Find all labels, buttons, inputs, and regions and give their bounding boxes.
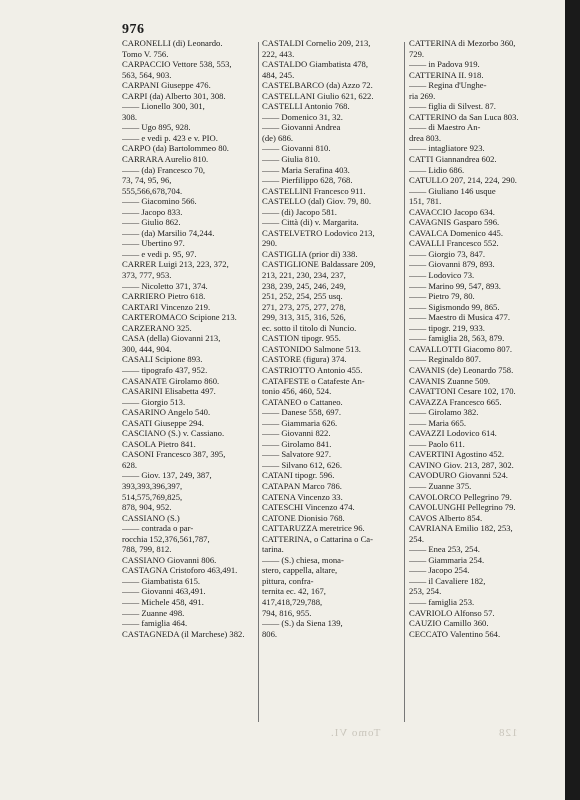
index-entry-line: —— (da) Francesco 70,	[122, 164, 206, 175]
index-entry-line: —— Salvatore 927.	[262, 449, 331, 460]
index-entry-line: CAVERTINI Agostino 452.	[409, 449, 505, 460]
index-entry-line: 251, 252, 254, 255 usq.	[262, 291, 343, 302]
index-entry-line: CATAPAN Marco 786.	[262, 480, 342, 491]
index-entry-line: —— famiglia 464.	[122, 618, 188, 629]
index-entry-line: CATTERINO da San Luca 803.	[409, 111, 519, 122]
index-entry-line: CATANI tipogr. 596.	[262, 470, 335, 481]
index-entry-line: —— Sigismondo 99, 865.	[409, 301, 500, 312]
index-entry-line: 563, 564, 903.	[122, 69, 172, 80]
index-entry-line: —— intagliatore 923.	[409, 143, 485, 154]
index-entry-line: 806.	[262, 628, 278, 639]
index-entry-line: 878, 904, 952.	[122, 502, 172, 513]
index-entry-line: —— Lodovico 73.	[409, 270, 475, 281]
index-entry-line: —— contrada o par-	[122, 523, 194, 534]
index-entry-line: CASSIANO Giovanni 806.	[122, 554, 217, 565]
index-entry-line: CAVANIS (de) Leonardo 758.	[409, 364, 514, 375]
index-entry-line: —— Giulia 810.	[262, 154, 321, 165]
index-column-3	[409, 38, 551, 639]
index-entry-line: —— Pierfilippo 628, 768.	[262, 175, 353, 186]
index-entry-line: —— figlia di Silvest. 87.	[409, 101, 496, 112]
index-column-1	[122, 38, 254, 639]
index-entry-line: 484, 245.	[262, 69, 295, 80]
index-entry-line: CATANEO o Cattaneo.	[262, 396, 343, 407]
index-entry-line: CASTONIDO Salmone 513.	[262, 343, 361, 354]
index-entry-line: CARRARA Aurelio 810.	[122, 154, 209, 165]
index-entry-line: CASATI Giuseppe 294.	[122, 417, 204, 428]
index-entry-line: CAVRIANA Emilio 182, 253,	[409, 523, 513, 534]
index-entry-line: 788, 799, 812.	[122, 544, 172, 555]
index-entry-line: —— Città (di) v. Margarita.	[262, 217, 359, 228]
index-entry-line: Tomo V. 756.	[122, 48, 169, 59]
index-entry-line: CARTARI Vincenzo 219.	[122, 301, 211, 312]
index-entry-line: —— Maestro di Musica 477.	[409, 312, 510, 323]
index-entry-line: CASTELLO (dal) Giov. 79, 80.	[262, 196, 371, 207]
index-entry-line: CATTERINA II. 918.	[409, 69, 484, 80]
index-entry-line: CARRER Luigi 213, 223, 372,	[122, 259, 229, 270]
index-entry-line: —— Giovanni 879, 893.	[409, 259, 495, 270]
index-entry-line: tarina.	[262, 544, 284, 555]
index-entry-line: CARONELLI (di) Leonardo.	[122, 38, 223, 48]
index-entry-line: —— Zuanne 498.	[122, 607, 185, 618]
index-entry-line: —— Giovanni Andrea	[262, 122, 341, 133]
index-entry-line: 514,575,769,825,	[122, 491, 183, 502]
index-entry-line: 151, 781.	[409, 196, 442, 207]
index-entry-line: ternita ec. 42, 167,	[262, 586, 326, 597]
index-entry-line: —— di Maestro An-	[409, 122, 481, 133]
index-entry-line: CATESCHI Vincenzo 474.	[262, 502, 355, 513]
index-entry-line: CAVANIS Zuanne 509.	[409, 375, 491, 386]
index-entry-line: 628.	[122, 459, 138, 470]
index-entry-line: —— Regina d'Unghe-	[409, 80, 487, 91]
index-entry-line: —— Enea 253, 254.	[409, 544, 480, 555]
index-entry-line: CASTIGLIONE Baldassare 209,	[262, 259, 376, 270]
index-entry-line: CASTRIOTTO Antonio 455.	[262, 364, 363, 375]
index-entry-line: CASTION tipogr. 955.	[262, 333, 341, 344]
page-number: 976	[122, 22, 145, 37]
index-entry-line: —— e vedi p. 423 e v. PIO.	[122, 132, 218, 143]
index-entry-line: —— tipogr. 219, 933.	[409, 322, 485, 333]
index-entry-line: CARTEROMACO Scipione 213.	[122, 312, 237, 323]
index-entry-line: CASTALDI Cornelio 209, 213,	[262, 38, 371, 48]
index-entry-line: (de) 686.	[262, 132, 294, 143]
index-entry-line: CATTI Giannandrea 602.	[409, 154, 497, 165]
index-entry-line: CAVOLORCO Pellegrino 79.	[409, 491, 512, 502]
index-entry-line: 417,418,729,788,	[262, 596, 323, 607]
index-entry-line: CARPO (da) Bartolommeo 80.	[122, 143, 229, 154]
index-entry-line: 729.	[409, 48, 425, 59]
bleed-through-text: Tomo VI.	[330, 727, 381, 739]
index-entry-line: —— Reginaldo 807.	[409, 354, 481, 365]
index-entry-line: CAVINO Giov. 213, 287, 302.	[409, 459, 514, 470]
index-entry-line: —— Lidio 686.	[409, 164, 465, 175]
index-entry-line: 299, 313, 315, 316, 526,	[262, 312, 346, 323]
index-entry-line: —— Giammaria 626.	[262, 417, 338, 428]
index-entry-line: —— (S.) da Siena 139,	[262, 618, 343, 629]
index-entry-line: stero, cappella, altare,	[262, 565, 338, 576]
index-entry-line: 222, 443.	[262, 48, 295, 59]
index-entry-line: —— Maria 665.	[409, 417, 467, 428]
index-entry-line: —— Girolamo 841.	[262, 438, 332, 449]
index-entry-line: —— Giorgio 73, 847.	[409, 248, 485, 259]
index-entry-line: CASTORE (figura) 374.	[262, 354, 347, 365]
index-entry-line: CASARINO Angelo 540.	[122, 407, 211, 418]
index-entry-line: 308.	[122, 111, 138, 122]
index-entry-line: —— Jacopo 254.	[409, 565, 470, 576]
index-entry-line: 373, 777, 953.	[122, 270, 172, 281]
index-entry-line: 253, 254.	[409, 586, 442, 597]
index-entry-line: —— Danese 558, 697.	[262, 407, 342, 418]
index-entry-line: drea 803.	[409, 132, 441, 143]
index-entry-line: CAVOS Alberto 854.	[409, 512, 483, 523]
index-entry-line: 254.	[409, 533, 425, 544]
index-entry-line: CAVAGNIS Gasparo 596.	[409, 217, 500, 228]
bleed-through-text: 128	[498, 727, 518, 739]
index-entry-line: CAVALCA Domenico 445.	[409, 227, 503, 238]
index-entry-line: CARPACCIO Vettore 538, 553,	[122, 59, 232, 70]
index-entry-line: CASTIGLIA (prior di) 338.	[262, 248, 358, 259]
index-entry-line: CASTALDO Giambatista 478,	[262, 59, 369, 70]
index-entry-line: CAVATTONI Cesare 102, 170.	[409, 386, 516, 397]
index-entry-line: —— (S.) chiesa, mona-	[262, 554, 344, 565]
index-entry-line: —— e vedi p. 95, 97.	[122, 248, 197, 259]
index-entry-line: —— Lionello 300, 301,	[122, 101, 205, 112]
index-entry-line: CAVODURO Giovanni 524.	[409, 470, 508, 481]
index-entry-line: CAVALLOTTI Giacomo 807.	[409, 343, 513, 354]
index-entry-line: CASTELVETRO Lodovico 213,	[262, 227, 375, 238]
index-entry-line: CASANATE Girolamo 860.	[122, 375, 220, 386]
index-entry-line: CATONE Dionisio 768.	[262, 512, 345, 523]
index-entry-line: —— famiglia 253.	[409, 596, 475, 607]
index-column-2	[262, 38, 400, 639]
index-entry-line: CASTELBARCO (da) Azzo 72.	[262, 80, 373, 91]
index-entry-line: —— Ugo 895, 928.	[122, 122, 191, 133]
index-entry-line: —— Marino 99, 547, 893.	[409, 280, 501, 291]
index-entry-line: pittura, confra-	[262, 575, 314, 586]
index-entry-line: —— (di) Jacopo 581.	[262, 206, 337, 217]
index-entry-line: —— Maria Serafina 403.	[262, 164, 350, 175]
index-entry-line: CASCIANO (S.) v. Cassiano.	[122, 428, 225, 439]
index-entry-line: CATENA Vincenzo 33.	[262, 491, 343, 502]
index-entry-line: tonio 456, 460, 524.	[262, 386, 332, 397]
index-entry-line: CASTAGNA Cristoforo 463,491.	[122, 565, 238, 576]
index-entry-line: CASTELLI Antonio 768.	[262, 101, 350, 112]
index-entry-line: —— Giovanni 810.	[262, 143, 331, 154]
index-entry-line: —— Giovanni 822.	[262, 428, 331, 439]
index-entry-line: 238, 239, 245, 246, 249,	[262, 280, 346, 291]
column-divider	[404, 42, 405, 722]
index-entry-line: —— (da) Marsilio 74,244.	[122, 227, 215, 238]
index-entry-line: CATTERINA di Mezorbo 360,	[409, 38, 516, 48]
index-entry-line: —— Domenico 31, 32.	[262, 111, 343, 122]
index-entry-line: CASALI Scipione 893.	[122, 354, 203, 365]
index-entry-line: 555,566,678,704.	[122, 185, 183, 196]
index-entry-line: —— Michele 458, 491.	[122, 596, 204, 607]
index-entry-line: CATTERINA, o Cattarina o Ca-	[262, 533, 373, 544]
index-entry-line: CASTELLINI Francesco 911.	[262, 185, 366, 196]
index-entry-line: 300, 444, 904.	[122, 343, 172, 354]
index-entry-line: —— Paolo 611.	[409, 438, 465, 449]
index-entry-line: CAUZIO Camillo 360.	[409, 618, 489, 629]
column-divider	[258, 42, 259, 722]
index-entry-line: —— Girolamo 382.	[409, 407, 479, 418]
index-entry-line: CARRIERO Pietro 618.	[122, 291, 206, 302]
index-entry-line: rocchia 152,376,561,787,	[122, 533, 210, 544]
index-entry-line: CAVRIOLO Alfonso 57.	[409, 607, 495, 618]
index-entry-line: 271, 273, 275, 277, 278,	[262, 301, 346, 312]
index-entry-line: CASSIANO (S.)	[122, 512, 180, 523]
index-entry-line: CASARINI Elisabetta 497.	[122, 386, 216, 397]
index-entry-line: CASTAGNEDA (il Marchese) 382.	[122, 628, 245, 639]
index-entry-line: CATULLO 207, 214, 224, 290.	[409, 175, 517, 186]
index-entry-line: 290.	[262, 238, 278, 249]
index-entry-line: —— Giammaria 254.	[409, 554, 485, 565]
index-entry-line: 393,393,396,397,	[122, 480, 183, 491]
index-entry-line: —— Giulio 862.	[122, 217, 181, 228]
index-entry-line: —— Nicoletto 371, 374.	[122, 280, 208, 291]
index-entry-line: —— in Padova 919.	[409, 59, 480, 70]
index-entry-line: CAVACCIO Jacopo 634.	[409, 206, 495, 217]
index-entry-line: —— Giorgio 513.	[122, 396, 186, 407]
index-entry-line: 73, 74, 95, 96,	[122, 175, 172, 186]
index-entry-line: CAVOLUNGHI Pellegrino 79.	[409, 502, 516, 513]
index-entry-line: CASTELLANI Giulio 621, 622.	[262, 90, 374, 101]
index-entry-line: —— tipografo 437, 952.	[122, 364, 208, 375]
index-entry-line: —— Ubertino 97.	[122, 238, 185, 249]
index-entry-line: CARZERANO 325.	[122, 322, 192, 333]
index-entry-line: CAVAZZA Francesco 665.	[409, 396, 502, 407]
index-entry-line: CARPI (da) Alberto 301, 308.	[122, 90, 226, 101]
index-entry-line: —— Giuliano 146 usque	[409, 185, 496, 196]
index-entry-line: CASONI Francesco 387, 395,	[122, 449, 226, 460]
index-entry-line: —— Jacopo 833.	[122, 206, 183, 217]
index-entry-line: 794, 816, 955.	[262, 607, 312, 618]
index-entry-line: —— Pietro 79, 80.	[409, 291, 475, 302]
index-entry-line: ria 269.	[409, 90, 436, 101]
index-entry-line: CASA (della) Giovanni 213,	[122, 333, 221, 344]
index-entry-line: CARPANI Giuseppe 476.	[122, 80, 211, 91]
index-entry-line: —— Giacomino 566.	[122, 196, 197, 207]
index-entry-line: —— Zuanne 375.	[409, 480, 472, 491]
index-entry-line: CAVAZZI Lodovico 614.	[409, 428, 497, 439]
index-entry-line: —— Giovanni 463,491.	[122, 586, 206, 597]
index-entry-line: —— famiglia 28, 563, 879.	[409, 333, 505, 344]
index-entry-line: CECCATO Valentino 564.	[409, 628, 501, 639]
index-entry-line: CATAFESTE o Catafeste An-	[262, 375, 365, 386]
index-entry-line: —— Giambatista 615.	[122, 575, 201, 586]
index-entry-line: CASOLA Pietro 841.	[122, 438, 196, 449]
index-entry-line: ec. sotto il titolo di Nuncio.	[262, 322, 357, 333]
index-entry-line: —— il Cavaliere 182,	[409, 575, 486, 586]
index-entry-line: CATTARUZZA meretrice 96.	[262, 523, 365, 534]
index-entry-line: —— Silvano 612, 626.	[262, 459, 342, 470]
index-entry-line: CAVALLI Francesco 552.	[409, 238, 499, 249]
index-entry-line: —— Giov. 137, 249, 387,	[122, 470, 212, 481]
index-entry-line: 213, 221, 230, 234, 237,	[262, 270, 346, 281]
